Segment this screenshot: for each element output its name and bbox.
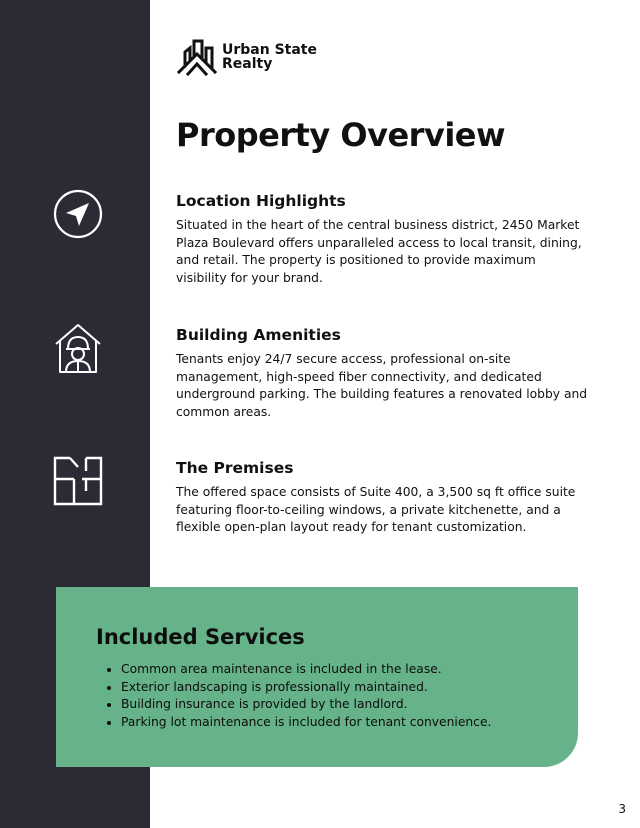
- brand-name-line2: Realty: [222, 56, 273, 72]
- services-heading: Included Services: [96, 625, 305, 649]
- section-body: The offered space consists of Suite 400, a 3,500 sq ft office suite featuring floor-to-ceiling windows, a private kitchenette, and a flexible open-plan layout ready for tenant customization.: [176, 485, 576, 534]
- section-body: Situated in the heart of the central business district, 2450 Market Plaza Boulevard offers unparalleled access to local transit, dining, and retail. The property is positioned to provide maximum visibility for your brand.: [176, 218, 582, 285]
- section-heading: Building Amenities: [176, 326, 341, 344]
- section-heading: The Premises: [176, 459, 294, 477]
- house-skyline-logo-icon: [176, 38, 218, 78]
- list-item: • Building insurance is provided by the landlord.: [121, 696, 491, 714]
- section-body: Tenants enjoy 24/7 secure access, professional on-site management, high-speed fiber connectivity, and dedicated underground parking. The building features a renovated lobby and common areas.: [176, 352, 588, 419]
- brand-name: [222, 43, 317, 71]
- list-item: • Exterior landscaping is professionally maintained.: [121, 679, 491, 697]
- services-list: [104, 661, 491, 731]
- section-the-premises: [176, 459, 588, 537]
- brand-logo: [176, 38, 336, 80]
- list-item: • Common area maintenance is included in the lease.: [121, 661, 491, 679]
- list-item: • Parking lot maintenance is included for tenant convenience.: [121, 714, 491, 732]
- house-person-icon: [52, 322, 104, 374]
- page-title: Property Overview: [176, 116, 506, 154]
- navigation-arrow-icon: [52, 188, 104, 240]
- floor-plan-icon: [52, 455, 104, 507]
- included-services-panel: [56, 587, 578, 767]
- section-heading: Location Highlights: [176, 192, 346, 210]
- section-location-highlights: [176, 192, 588, 287]
- brand-name-line1: Urban State: [222, 42, 317, 58]
- section-building-amenities: [176, 326, 588, 421]
- page-number: 3: [618, 802, 626, 816]
